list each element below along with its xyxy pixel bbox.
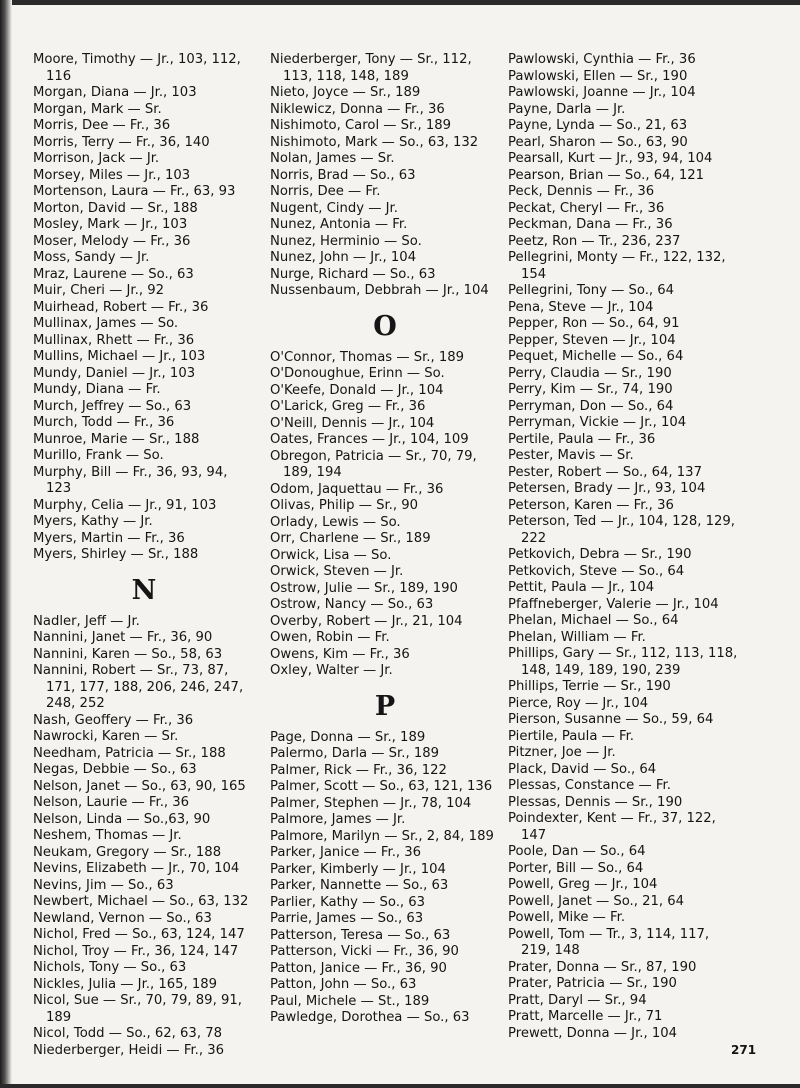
index-entry: Powell, Tom — Tr., 3, 114, 117, 219, 148 <box>508 926 710 958</box>
index-entry: Mosley, Mark — Jr., 103 <box>33 217 188 232</box>
index-entry: Muir, Cheri — Jr., 92 <box>33 283 164 298</box>
index-entry: Nugent, Cindy — Jr. <box>270 200 398 216</box>
index-entry: Phillips, Terrie — Sr., 190 <box>508 679 671 694</box>
index-entry: Nicol, Sue — Sr., 70, 79, 89, 91, 189 <box>33 993 242 1025</box>
index-entry: Phelan, Michael — So., 64 <box>508 613 679 628</box>
index-entry: Morton, David — Sr., 188 <box>33 200 198 216</box>
index-entry: Pawlowski, Ellen — Sr., 190 <box>508 68 688 84</box>
index-entry: Pawledge, Dorothea — So., 63 <box>270 1010 470 1025</box>
index-entry: Nadler, Jeff — Jr. <box>33 613 140 629</box>
index-entry: Nunez, John — Jr., 104 <box>270 250 417 265</box>
index-entry: Nichol, Troy — Fr., 36, 124, 147 <box>33 943 239 959</box>
index-entry: Pratt, Daryl — Sr., 94 <box>508 992 647 1008</box>
index-entry: Pellegrini, Tony — So., 64 <box>508 283 675 298</box>
index-entry: Nussenbaum, Debbrah — Jr., 104 <box>270 283 489 298</box>
index-entry: Moore, Timothy — Jr., 103, 112, 116 <box>33 52 241 84</box>
index-entry: Pena, Steve — Jr., 104 <box>508 299 654 315</box>
index-entry: Pearl, Sharon — So., 63, 90 <box>508 134 688 150</box>
index-entry: Petersen, Brady — Jr., 93, 104 <box>508 481 706 496</box>
index-entry: Mundy, Daniel — Jr., 103 <box>33 365 196 381</box>
index-entry: Mullinax, James — So. <box>33 316 179 331</box>
index-entry: Prater, Donna — Sr., 87, 190 <box>508 959 697 975</box>
index-entry: Murch, Jeffrey — So., 63 <box>33 398 192 414</box>
index-entry: Nieto, Joyce — Sr., 189 <box>270 85 421 100</box>
index-entry: Poindexter, Kent — Fr., 37, 122, 147 <box>508 811 716 843</box>
index-entry: Peetz, Ron — Tr., 236, 237 <box>508 233 681 249</box>
index-entry: Prewett, Donna — Jr., 104 <box>508 1025 678 1041</box>
index-entry: Owens, Kim — Fr., 36 <box>270 646 410 662</box>
index-entry: Plack, David — So., 64 <box>508 761 657 777</box>
index-entry: Parlier, Kathy — So., 63 <box>270 894 426 910</box>
index-entry: Phillips, Gary — Sr., 112, 113, 118, 148, 149, 189, 190, 239 <box>508 646 738 678</box>
index-entry: Palmore, Marilyn — Sr., 2, 84, 189 <box>270 828 494 844</box>
index-entry: Nawrocki, Karen — Sr. <box>33 729 179 744</box>
index-entry: Patterson, Vicki — Fr., 36, 90 <box>270 944 459 959</box>
index-entry: Powell, Mike — Fr. <box>508 910 626 925</box>
index-entry: Nicol, Todd — So., 62, 63, 78 <box>33 1026 222 1041</box>
index-entry: Obregon, Patricia — Sr., 70, 79, 189, 194 <box>270 448 477 480</box>
index-entry: Nolan, James — Sr. <box>270 151 395 166</box>
index-entry: Peterson, Ted — Jr., 104, 128, 129, 222 <box>508 514 735 546</box>
index-entry: Peterson, Karen — Fr., 36 <box>508 497 674 513</box>
index-entry: Pratt, Marcelle — Jr., 71 <box>508 1009 663 1024</box>
index-entry: Niederberger, Tony — Sr., 112, 113, 118, 148, 189 <box>270 52 472 84</box>
index-entry: Mundy, Diana — Fr. <box>33 382 161 397</box>
index-entry: Ostrow, Julie — Sr., 189, 190 <box>270 580 458 596</box>
index-entry: Nannini, Robert — Sr., 73, 87, 171, 177, 188, 206, 246, 247, 248, 252 <box>33 663 244 711</box>
index-entry: Murphy, Bill — Fr., 36, 93, 94, 123 <box>33 464 228 496</box>
index-entry: Peckman, Dana — Fr., 36 <box>508 217 673 232</box>
index-entry: O'Donoughue, Erinn — So. <box>270 366 445 381</box>
index-entry: Palmer, Scott — So., 63, 121, 136 <box>270 779 493 794</box>
index-entry: Overby, Robert — Jr., 21, 104 <box>270 613 463 629</box>
index-entry: Pawlowski, Joanne — Jr., 104 <box>508 85 696 100</box>
index-entry: Piertile, Paula — Fr. <box>508 728 634 744</box>
index-entry: Morris, Dee — Fr., 36 <box>33 118 171 133</box>
index-column-1 <box>33 52 255 1059</box>
index-entry: Patton, Janice — Fr., 36, 90 <box>270 960 447 976</box>
index-entry: O'Connor, Thomas — Sr., 189 <box>270 349 465 365</box>
index-entry: Perry, Kim — Sr., 74, 190 <box>508 382 673 397</box>
index-entry: Payne, Lynda — So., 21, 63 <box>508 118 688 133</box>
index-entry: Pequet, Michelle — So., 64 <box>508 349 684 364</box>
index-entry: O'Larick, Greg — Fr., 36 <box>270 399 426 414</box>
index-entry: Nunez, Antonia — Fr. <box>270 217 408 232</box>
index-entry: Perryman, Vickie — Jr., 104 <box>508 415 687 430</box>
index-entry: Morgan, Diana — Jr., 103 <box>33 85 197 100</box>
index-entry: Plessas, Dennis — Sr., 190 <box>508 794 683 810</box>
index-column-3 <box>508 52 738 1042</box>
index-entry: Newbert, Michael — So., 63, 132 <box>33 894 249 909</box>
section-letter-heading: O <box>373 310 397 342</box>
index-entry: Pitzner, Joe — Jr. <box>508 745 616 760</box>
index-entry: Peck, Dennis — Fr., 36 <box>508 184 655 199</box>
index-entry: Niklewicz, Donna — Fr., 36 <box>270 101 445 117</box>
index-entry: Nelson, Laurie — Fr., 36 <box>33 795 190 810</box>
index-entry: Nash, Geoffery — Fr., 36 <box>33 712 194 728</box>
index-entry: Murillo, Frank — So. <box>33 448 164 463</box>
index-entry: Pierce, Roy — Jr., 104 <box>508 695 649 711</box>
page-bottom-edge <box>0 1084 800 1088</box>
index-entry: Palmore, James — Jr. <box>270 812 406 827</box>
index-entry: Pester, Robert — So., 64, 137 <box>508 464 702 480</box>
index-entry: Parrie, James — So., 63 <box>270 911 424 926</box>
index-entry: Poole, Dan — So., 64 <box>508 844 646 859</box>
index-entry: Petkovich, Steve — So., 64 <box>508 563 685 579</box>
index-entry: Pepper, Steven — Jr., 104 <box>508 332 676 348</box>
index-entry: Porter, Bill — So., 64 <box>508 860 644 876</box>
book-spine-shadow <box>0 0 12 1088</box>
index-entry: Murphy, Celia — Jr., 91, 103 <box>33 497 217 513</box>
index-entry: Pfaffneberger, Valerie — Jr., 104 <box>508 596 719 612</box>
index-column-2 <box>270 52 500 1027</box>
index-entry: Pearsall, Kurt — Jr., 93, 94, 104 <box>508 151 713 166</box>
index-entry: Orlady, Lewis — So. <box>270 514 401 530</box>
index-entry: Odom, Jaquettau — Fr., 36 <box>270 481 444 497</box>
index-entry: Payne, Darla — Jr. <box>508 101 626 117</box>
index-entry: Nurge, Richard — So., 63 <box>270 266 436 282</box>
index-entry: Orwick, Lisa — So. <box>270 547 392 563</box>
index-entry: Oxley, Walter — Jr. <box>270 663 393 678</box>
index-entry: Powell, Greg — Jr., 104 <box>508 877 658 892</box>
index-entry: Perry, Claudia — Sr., 190 <box>508 365 672 381</box>
index-entry: Mullinax, Rhett — Fr., 36 <box>33 332 195 348</box>
index-entry: Myers, Martin — Fr., 36 <box>33 530 185 546</box>
index-entry: Norris, Brad — So., 63 <box>270 167 416 183</box>
index-entry: Palmer, Rick — Fr., 36, 122 <box>270 762 447 778</box>
index-entry: Pellegrini, Monty — Fr., 122, 132, 154 <box>508 250 726 282</box>
index-entry: Nickles, Julia — Jr., 165, 189 <box>33 976 218 992</box>
index-entry: Nelson, Linda — So.,63, 90 <box>33 811 211 827</box>
index-entry: Needham, Patricia — Sr., 188 <box>33 745 226 761</box>
index-entry: Moss, Sandy — Jr. <box>33 250 150 265</box>
index-entry: Niederberger, Heidi — Fr., 36 <box>33 1042 225 1058</box>
index-entry: Nichols, Tony — So., 63 <box>33 960 187 975</box>
index-entry: Olivas, Philip — Sr., 90 <box>270 498 419 513</box>
index-entry: Ostrow, Nancy — So., 63 <box>270 597 434 612</box>
page-number: 271 <box>731 1043 757 1057</box>
index-entry: Neshem, Thomas — Jr. <box>33 828 182 843</box>
page-top-edge <box>0 0 800 5</box>
index-entry: Powell, Janet — So., 21, 64 <box>508 893 685 909</box>
index-entry: Newland, Vernon — So., 63 <box>33 910 212 926</box>
index-entry: Morris, Terry — Fr., 36, 140 <box>33 134 210 150</box>
index-entry: Myers, Shirley — Sr., 188 <box>33 547 199 562</box>
index-entry: Prater, Patricia — Sr., 190 <box>508 976 677 991</box>
index-entry: Parker, Janice — Fr., 36 <box>270 845 422 860</box>
index-entry: Page, Donna — Sr., 189 <box>270 729 426 745</box>
index-entry: Nichol, Fred — So., 63, 124, 147 <box>33 927 245 942</box>
index-entry: Negas, Debbie — So., 63 <box>33 762 197 777</box>
index-entry: Morgan, Mark — Sr. <box>33 101 162 117</box>
index-entry: Palermo, Darla — Sr., 189 <box>270 746 440 761</box>
index-entry: Plessas, Constance — Fr. <box>508 778 671 793</box>
index-entry: Myers, Kathy — Jr. <box>33 514 153 529</box>
index-entry: Perryman, Don — So., 64 <box>508 398 674 414</box>
index-entry: Pepper, Ron — So., 64, 91 <box>508 316 680 331</box>
index-entry: Pettit, Paula — Jr., 104 <box>508 580 655 595</box>
index-entry: Nannini, Janet — Fr., 36, 90 <box>33 630 213 645</box>
index-entry: Phelan, William — Fr. <box>508 629 646 645</box>
index-entry: Nishimoto, Carol — Sr., 189 <box>270 118 452 133</box>
index-entry: Norris, Dee — Fr. <box>270 184 381 199</box>
index-entry: Pearson, Brian — So., 64, 121 <box>508 167 705 183</box>
index-entry: Nishimoto, Mark — So., 63, 132 <box>270 134 479 150</box>
index-entry: Orwick, Steven — Jr. <box>270 564 404 579</box>
index-entry: Morrison, Jack — Jr. <box>33 151 160 166</box>
index-entry: Munroe, Marie — Sr., 188 <box>33 431 200 447</box>
index-entry: Neukam, Gregory — Sr., 188 <box>33 844 222 860</box>
index-entry: Palmer, Stephen — Jr., 78, 104 <box>270 795 472 811</box>
index-entry: Paul, Michele — St., 189 <box>270 993 430 1009</box>
index-entry: Pawlowski, Cynthia — Fr., 36 <box>508 52 696 67</box>
index-entry: Owen, Robin — Fr. <box>270 630 390 645</box>
index-entry: Mortenson, Laura — Fr., 63, 93 <box>33 184 236 199</box>
index-entry: Parker, Kimberly — Jr., 104 <box>270 861 446 877</box>
index-entry: Patton, John — So., 63 <box>270 977 417 992</box>
index-entry: Nannini, Karen — So., 58, 63 <box>33 646 223 662</box>
index-entry: Parker, Nannette — So., 63 <box>270 878 449 893</box>
index-entry: Oates, Frances — Jr., 104, 109 <box>270 432 469 447</box>
index-entry: Pierson, Susanne — So., 59, 64 <box>508 712 714 727</box>
index-entry: Nevins, Jim — So., 63 <box>33 877 174 893</box>
index-entry: Pester, Mavis — Sr. <box>508 448 634 463</box>
section-letter-heading: N <box>131 574 157 606</box>
index-entry: Muirhead, Robert — Fr., 36 <box>33 299 209 315</box>
index-entry: O'Neill, Dennis — Jr., 104 <box>270 415 435 431</box>
index-entry: O'Keefe, Donald — Jr., 104 <box>270 382 444 398</box>
index-entry: Mullins, Michael — Jr., 103 <box>33 349 206 364</box>
index-entry: Morsey, Miles — Jr., 103 <box>33 167 191 183</box>
section-letter-heading: P <box>374 690 396 722</box>
index-entry: Nelson, Janet — So., 63, 90, 165 <box>33 778 246 794</box>
index-entry: Orr, Charlene — Sr., 189 <box>270 531 431 546</box>
index-entry: Patterson, Teresa — So., 63 <box>270 927 451 943</box>
index-entry: Nunez, Herminio — So. <box>270 233 422 249</box>
index-entry: Pertile, Paula — Fr., 36 <box>508 431 656 447</box>
index-entry: Mraz, Laurene — So., 63 <box>33 266 194 282</box>
index-entry: Petkovich, Debra — Sr., 190 <box>508 547 692 562</box>
index-entry: Murch, Todd — Fr., 36 <box>33 415 175 430</box>
index-entry: Peckat, Cheryl — Fr., 36 <box>508 200 665 216</box>
index-entry: Moser, Melody — Fr., 36 <box>33 233 191 249</box>
index-entry: Nevins, Elizabeth — Jr., 70, 104 <box>33 861 240 876</box>
